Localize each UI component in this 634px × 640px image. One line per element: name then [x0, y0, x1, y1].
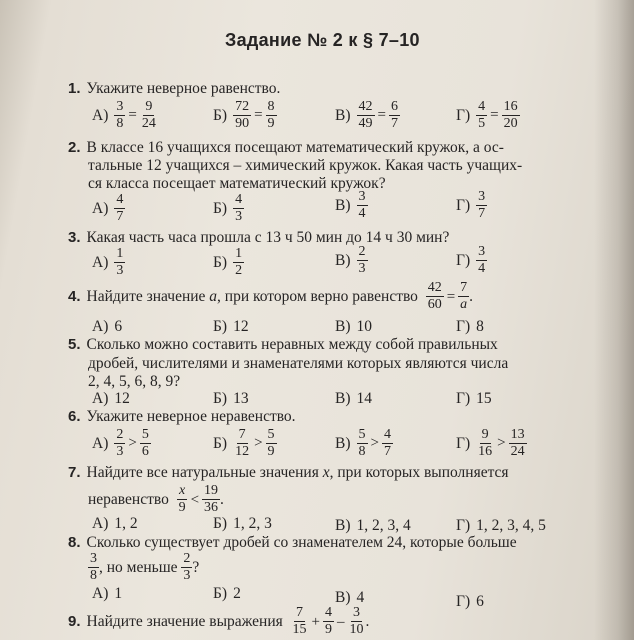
fraction: [88, 552, 99, 583]
question-number: 9.: [68, 612, 81, 630]
fraction-denominator: 24: [510, 444, 525, 459]
fraction-denominator: 5: [478, 116, 486, 131]
fraction-numerator: x: [178, 483, 186, 498]
fraction-denominator: 3: [358, 261, 366, 276]
fraction-denominator: 3: [235, 209, 243, 224]
fraction-numerator: 3: [478, 244, 486, 259]
q7-option-d: Г) 1, 2, 3, 4, 5: [456, 517, 546, 534]
fraction-numerator: 3: [352, 605, 360, 620]
fraction-denominator: 9: [178, 500, 186, 515]
question-2-line-2: тальные 12 учащихся – химический кружок. Какая часть учащих-: [88, 157, 523, 174]
option-label: В): [335, 196, 351, 214]
fraction-denominator: 9: [324, 622, 332, 637]
question-number: 5.: [68, 336, 81, 353]
option-label: Г): [456, 434, 471, 452]
fraction-numerator: 19: [204, 483, 219, 498]
question-number: 2.: [68, 139, 81, 156]
fraction-denominator: 9: [267, 116, 275, 131]
option-label: В): [335, 318, 351, 335]
q2-option-b: [213, 193, 244, 224]
fraction-numerator: 2: [116, 427, 124, 442]
option-label: Б): [213, 253, 228, 271]
fraction-denominator: 15: [292, 622, 307, 637]
fraction-numerator: 5: [141, 427, 149, 442]
q7-option-b: Б) 1, 2, 3: [213, 515, 272, 532]
fraction-numerator: 4: [383, 427, 391, 442]
q1-option-b: [213, 100, 277, 131]
operator: <: [190, 491, 200, 508]
fraction-numerator: 5: [358, 427, 366, 442]
operator: =: [128, 107, 137, 123]
option-label: Б): [213, 585, 228, 602]
q5-option-a: А) 12: [92, 390, 130, 407]
q4-option-b: Б) 12: [213, 318, 249, 335]
question-number: 3.: [68, 229, 81, 246]
q7-option-a: А) 1, 2: [92, 515, 138, 532]
q8-option-c: В) 4: [335, 589, 365, 606]
option-label: В): [335, 106, 351, 124]
fraction-numerator: 42: [358, 99, 373, 114]
q1-option-d: [456, 100, 520, 131]
option-label: А): [92, 106, 109, 124]
fraction-numerator: 7: [238, 427, 246, 442]
fraction-denominator: 10: [349, 622, 364, 637]
fraction-numerator: 2: [183, 551, 191, 566]
question-number: 7.: [68, 464, 81, 481]
fraction-denominator: 3: [116, 263, 124, 278]
q1-option-c: [335, 100, 400, 131]
option-label: Г): [456, 106, 471, 124]
question-text: Укажите неверное равенство.: [86, 80, 281, 97]
q5-option-d: Г) 15: [456, 390, 492, 407]
fraction-denominator: 7: [383, 444, 391, 459]
page-title: Задание № 2 к § 7–10: [225, 30, 420, 50]
fraction-numerator: 7: [296, 605, 304, 620]
fraction-denominator: 49: [358, 116, 373, 131]
q8-option-b: Б) 2: [213, 585, 241, 602]
q6-option-d: [456, 428, 527, 459]
fraction-denominator: 6: [141, 444, 149, 459]
q7-option-c: В) 1, 2, 3, 4: [335, 517, 411, 534]
operator: >: [370, 435, 379, 451]
q3-option-d: [456, 245, 487, 276]
operator: >: [128, 435, 137, 451]
option-label: А): [92, 515, 109, 532]
option-label: А): [92, 390, 109, 407]
question-5-line-2: дробей, числителями и знаменателями которых являются числа: [88, 355, 509, 372]
option-label: Г): [456, 390, 471, 407]
option-label: В): [335, 390, 351, 407]
fraction: [291, 606, 309, 637]
fraction-denominator: 3: [116, 444, 124, 459]
option-label: В): [335, 589, 351, 606]
question-number: 8.: [68, 534, 81, 551]
q3-option-b: [213, 247, 244, 278]
q5-option-b: Б) 13: [213, 390, 249, 407]
q2-option-a: [92, 193, 125, 224]
fraction-denominator: 90: [235, 116, 250, 131]
fraction-denominator: 7: [390, 116, 398, 131]
option-label: А): [92, 318, 109, 335]
fraction-numerator: 42: [427, 280, 442, 295]
fraction-denominator: 2: [235, 263, 243, 278]
fraction-numerator: 7: [460, 280, 468, 295]
option-label: В): [335, 517, 351, 534]
fraction-numerator: 6: [390, 99, 398, 114]
question-2: [68, 139, 504, 157]
q2-option-c: [335, 190, 368, 221]
operator: =: [377, 107, 386, 123]
operator: =: [446, 288, 456, 305]
option-label: Б): [213, 434, 228, 452]
q6-option-b: [213, 428, 277, 459]
q4-option-d: Г) 8: [456, 318, 484, 335]
question-8-line-2: $\frac{3}{8}$ , но меньше $\frac{2}{3}$ ?: [90, 551, 200, 583]
book-spine-shadow: [594, 0, 634, 640]
question-number: 1.: [68, 80, 81, 97]
fraction-denominator: 36: [204, 500, 219, 515]
fraction-numerator: 1: [235, 246, 243, 261]
fraction-numerator: 4: [116, 192, 124, 207]
fraction-numerator: 16: [503, 99, 518, 114]
q8-option-a: А) 1: [92, 585, 123, 602]
fraction-numerator: 5: [267, 427, 275, 442]
fraction-denominator: 4: [478, 261, 486, 276]
question-8: [68, 534, 517, 552]
q3-option-c: [335, 245, 368, 276]
fraction: [202, 484, 220, 515]
fraction: [323, 606, 334, 637]
fraction-numerator: 2: [358, 244, 366, 259]
fraction-denominator: 9: [267, 444, 275, 459]
option-label: В): [335, 434, 351, 452]
option-label: Г): [456, 251, 471, 269]
fraction-denominator: 8: [358, 444, 366, 459]
option-label: Г): [456, 517, 471, 534]
operator: –: [336, 613, 345, 630]
q4-option-c: В) 10: [335, 318, 372, 335]
question-6: [68, 408, 296, 426]
option-label: Г): [456, 593, 471, 610]
fraction-numerator: 3: [478, 189, 486, 204]
question-9: 9. Найдите значение выражения $\frac{7}{15}$ + $\frac{4}{9}$ – $\frac{3}{10}$ .: [68, 605, 370, 637]
fraction-denominator: 7: [478, 206, 486, 221]
question-3: [68, 229, 449, 247]
fraction-numerator: 1: [116, 246, 124, 261]
option-label: Г): [456, 318, 471, 335]
fraction-numerator: 9: [145, 99, 153, 114]
option-label: А): [92, 585, 109, 602]
fraction-numerator: 4: [478, 99, 486, 114]
option-label: Г): [456, 196, 471, 214]
fraction-denominator: 4: [358, 206, 366, 221]
question-7-line-2: неравенство $\frac{x}{9}$ < $\frac{19}{36}$ .: [88, 483, 224, 515]
fraction-denominator: 12: [235, 444, 250, 459]
operator: +: [311, 613, 320, 630]
question-text-line-1: Сколько можно составить неравных между собой правильных: [86, 336, 498, 353]
fraction-denominator: 24: [141, 116, 156, 131]
question-4: 4. Найдите значение a , при котором верно равенство $\frac{42}{60}$ = $\frac{7}{a}$ .: [68, 280, 474, 312]
option-label: Б): [213, 106, 228, 124]
question-5-line-3: 2, 4, 5, 6, 8, 9?: [88, 373, 181, 390]
fraction: [458, 281, 469, 312]
q4-option-a: А) 6: [92, 318, 123, 335]
fraction-denominator: 8: [90, 568, 97, 583]
option-label: Б): [213, 515, 228, 532]
fraction-numerator: 4: [324, 605, 332, 620]
question-text: Какая часть часа прошла с 13 ч 50 мин до 14 ч 30 мин?: [86, 229, 450, 246]
q6-option-a: [92, 428, 151, 459]
q1-option-a: [92, 100, 158, 131]
question-text-line-1: Сколько существует дробей со знаменателем 24, которые больше: [86, 534, 517, 551]
fraction: [426, 281, 444, 312]
fraction-denominator: a: [460, 297, 468, 312]
fraction-numerator: 4: [235, 192, 243, 207]
fraction-denominator: 8: [116, 116, 124, 131]
fraction-numerator: 13: [510, 427, 525, 442]
operator: >: [254, 435, 263, 451]
fraction-denominator: 3: [183, 568, 191, 583]
fraction-numerator: 72: [235, 99, 250, 114]
question-5: [68, 336, 498, 354]
fraction-numerator: 3: [116, 99, 124, 114]
q2-option-d: [456, 190, 487, 221]
question-7: 7. Найдите все натуральные значения x, при которых выполняется: [68, 464, 509, 481]
fraction-numerator: 9: [481, 427, 489, 442]
option-label: Б): [213, 390, 228, 407]
question-text: Укажите неверное неравенство.: [86, 408, 296, 425]
question-2-line-3: ся класса посещает математический кружок?: [88, 175, 386, 192]
fraction-denominator: 20: [503, 116, 518, 131]
option-label: А): [92, 199, 109, 217]
fraction: [181, 552, 192, 583]
option-label: Б): [213, 318, 228, 335]
fraction: [177, 484, 188, 515]
q6-option-c: [335, 428, 393, 459]
operator: >: [497, 435, 506, 451]
fraction: [347, 606, 365, 637]
q3-option-a: [92, 247, 125, 278]
fraction-numerator: 3: [358, 189, 366, 204]
fraction-numerator: 8: [267, 99, 275, 114]
question-number: 6.: [68, 408, 81, 425]
operator: =: [490, 107, 499, 123]
q8-option-d: Г) 6: [456, 593, 484, 610]
question-text-line-1: В классе 16 учащихся посещают математический кружок, а ос-: [86, 139, 504, 156]
fraction-denominator: 7: [116, 209, 124, 224]
option-label: А): [92, 253, 109, 271]
option-label: В): [335, 251, 351, 269]
question-1: [68, 80, 280, 98]
q5-option-c: В) 14: [335, 390, 372, 407]
fraction-numerator: 3: [90, 551, 97, 566]
question-number: 4.: [68, 287, 81, 305]
option-label: Б): [213, 199, 228, 217]
fraction-denominator: 60: [427, 297, 442, 312]
operator: =: [254, 107, 263, 123]
fraction-denominator: 16: [478, 444, 493, 459]
option-label: А): [92, 434, 109, 452]
